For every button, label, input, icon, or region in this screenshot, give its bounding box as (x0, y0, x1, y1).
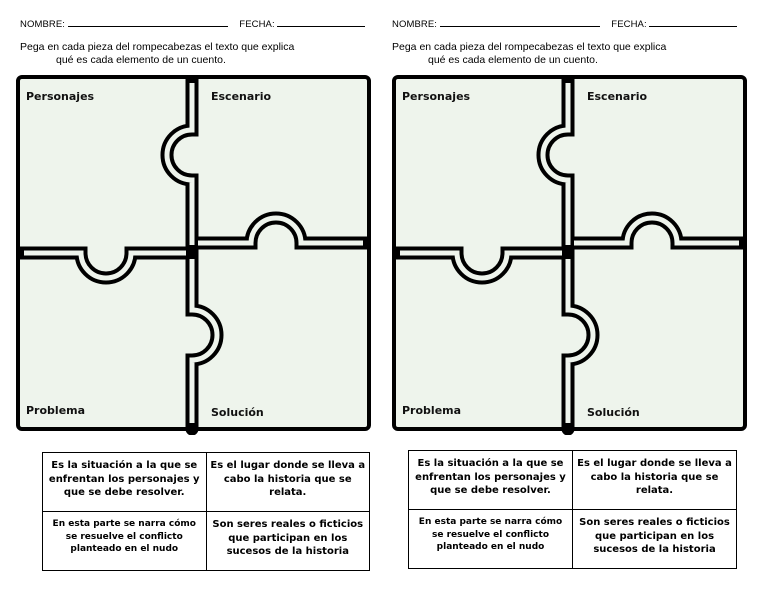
date-label: FECHA: (239, 19, 275, 30)
instructions (20, 41, 294, 67)
name-label: NOMBRE: (392, 19, 438, 30)
definition-card[interactable]: Es el lugar donde se lleva a cabo la historia que se relata. (206, 453, 370, 512)
instructions (392, 41, 666, 67)
table-row (43, 453, 370, 512)
definitions-table (408, 450, 737, 569)
puzzle-diagram (16, 75, 371, 435)
definitions-table (42, 452, 370, 571)
piece-label-escenario: Escenario (587, 90, 648, 103)
instructions-line-1: Pega en cada pieza del rompecabezas el texto que explica (20, 41, 295, 53)
table-row (409, 510, 737, 569)
date-label: FECHA: (611, 19, 647, 30)
definition-card[interactable]: Es el lugar donde se lleva a cabo la historia que se relata. (573, 451, 737, 510)
definition-card[interactable]: Es la situación a la que se enfrentan los personajes y que se debe resolver. (43, 453, 207, 512)
instructions-line-2: qué es cada elemento de un cuento. (428, 54, 598, 66)
piece-label-escenario: Escenario (211, 90, 272, 103)
worksheet-left (0, 0, 370, 594)
worksheet-right (372, 0, 742, 594)
piece-label-solucion: Solución (587, 406, 640, 419)
definition-card[interactable]: Son seres reales o ficticios que participan en los sucesos de la historia (573, 510, 737, 569)
definition-card[interactable]: En esta parte se narra cómo se resuelve el conflicto planteado en el nudo (409, 510, 573, 569)
table-row (43, 512, 370, 571)
piece-label-personajes: Personajes (26, 90, 95, 103)
definition-card[interactable]: Es la situación a la que se enfrentan los personajes y que se debe resolver. (409, 451, 573, 510)
puzzle-diagram (392, 75, 747, 435)
header (392, 17, 737, 30)
piece-label-problema: Problema (26, 404, 86, 417)
instructions-line-1: Pega en cada pieza del rompecabezas el texto que explica (392, 41, 667, 53)
definition-card[interactable]: En esta parte se narra cómo se resuelve el conflicto planteado en el nudo (43, 512, 207, 571)
date-line[interactable] (649, 17, 737, 27)
piece-label-personajes: Personajes (402, 90, 471, 103)
instructions-line-2: qué es cada elemento de un cuento. (56, 54, 226, 66)
name-line[interactable] (440, 17, 600, 27)
date-line[interactable] (277, 17, 365, 27)
name-line[interactable] (68, 17, 228, 27)
table-row (409, 451, 737, 510)
definition-card[interactable]: Son seres reales o ficticios que participan en los sucesos de la historia (206, 512, 370, 571)
header (20, 17, 365, 30)
piece-label-solucion: Solución (211, 406, 264, 419)
piece-label-problema: Problema (402, 404, 462, 417)
name-label: NOMBRE: (20, 19, 66, 30)
